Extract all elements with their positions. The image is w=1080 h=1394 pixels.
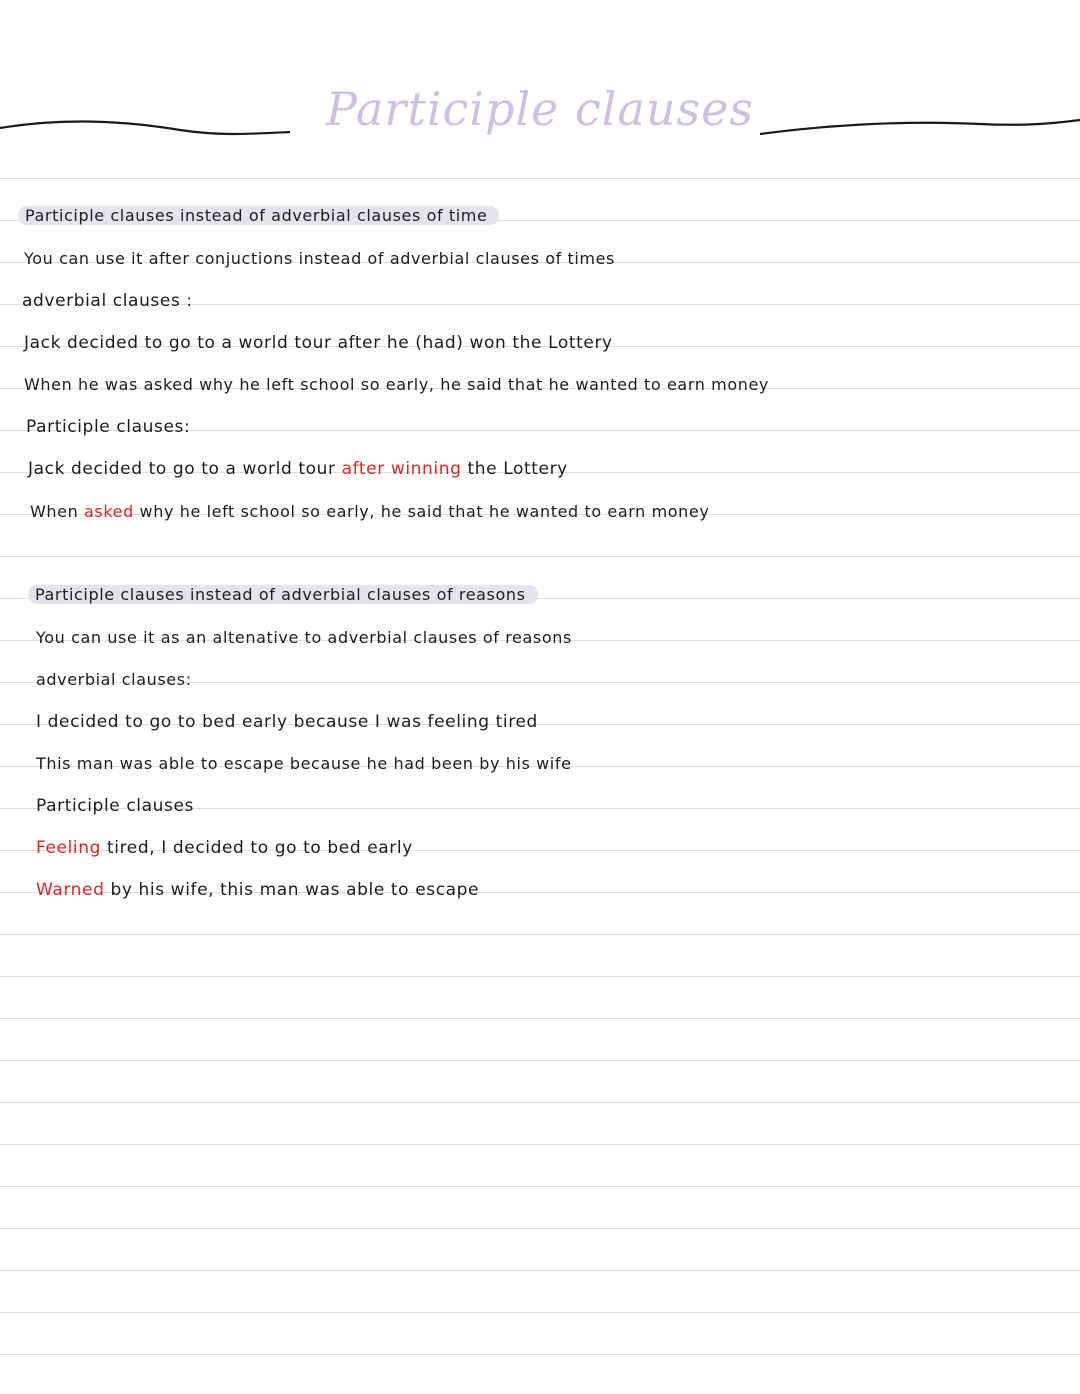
section-time-participle-label: Participle clauses: — [26, 417, 191, 437]
section-reasons-adverbial-example-1: I decided to go to bed early because I was feeling tired — [36, 712, 538, 732]
example-text: by his wife, this man was able to escape — [104, 880, 480, 900]
section-reasons-intro: You can use it as an altenative to adverbial clauses of reasons — [36, 628, 572, 647]
section-time-heading: Participle clauses instead of adverbial clauses of time — [18, 206, 499, 225]
highlighted-participle: Feeling — [36, 838, 101, 858]
section-time-participle-example-1 — [28, 459, 568, 479]
section-reasons-participle-label: Participle clauses — [36, 796, 194, 816]
highlighted-participle: asked — [84, 502, 134, 521]
section-reasons-participle-example-2 — [36, 880, 479, 900]
section-reasons-adverbial-label: adverbial clauses: — [36, 670, 192, 689]
page-title: Participle clauses — [326, 82, 754, 136]
example-text: the Lottery — [461, 459, 568, 479]
section-time-adverbial-example-2: When he was asked why he left school so early, he said that he wanted to earn money — [24, 375, 769, 394]
section-reasons-adverbial-example-2: This man was able to escape because he had been by his wife — [36, 754, 572, 773]
highlighted-participle: after winning — [341, 459, 462, 479]
section-time-participle-example-2 — [30, 502, 709, 521]
section-time-adverbial-example-1: Jack decided to go to a world tour after he (had) won the Lottery — [24, 333, 613, 353]
example-text: When — [30, 502, 85, 521]
highlighted-participle: Warned — [36, 880, 105, 900]
example-text: tired, I decided to go to bed early — [100, 838, 413, 858]
section-reasons-heading: Participle clauses instead of adverbial clauses of reasons — [28, 585, 538, 604]
section-time-adverbial-label: adverbial clauses : — [22, 291, 193, 311]
example-text: Jack decided to go to a world tour — [28, 459, 342, 479]
section-time-intro: You can use it after conjuctions instead of adverbial clauses of times — [24, 249, 615, 268]
example-text: why he left school so early, he said that he wanted to earn money — [133, 502, 710, 521]
section-reasons-participle-example-1 — [36, 838, 413, 858]
